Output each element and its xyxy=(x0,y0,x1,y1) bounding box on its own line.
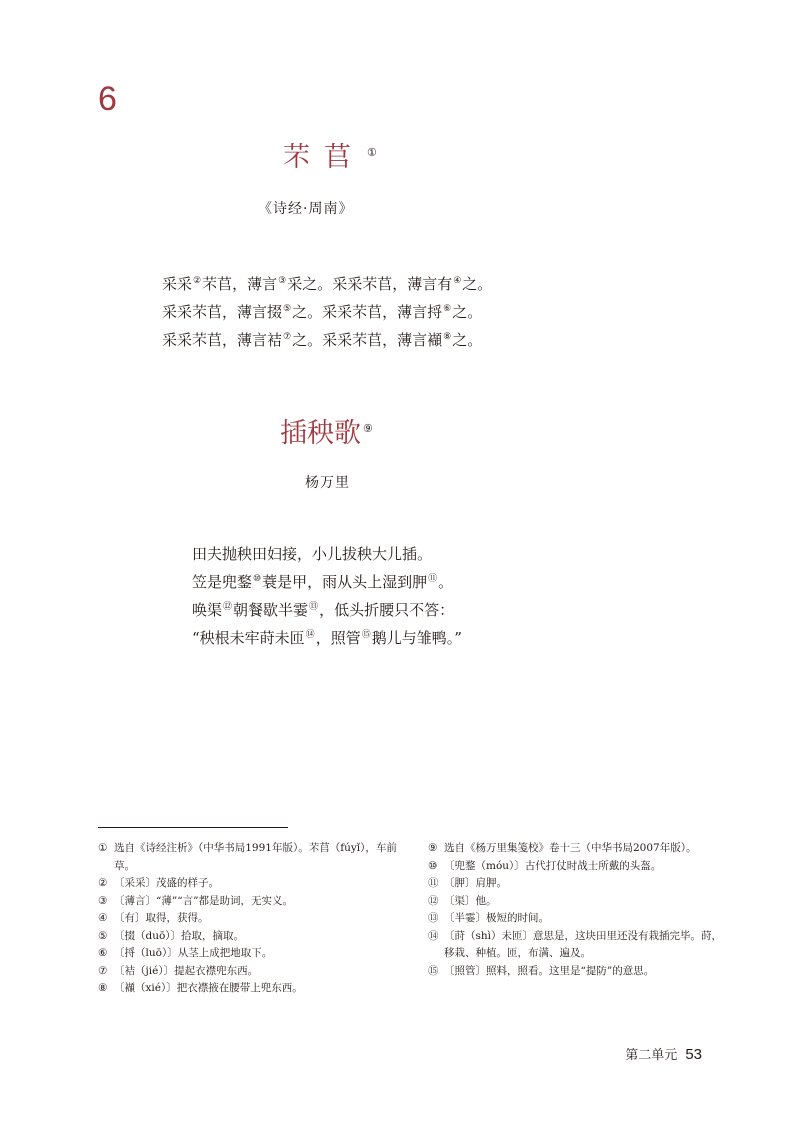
footnote-ref[interactable]: ⑥ xyxy=(443,304,452,314)
poem-text: ，低头折腰只不答： xyxy=(319,601,455,619)
poem1-title-text: 芣苢 xyxy=(283,142,365,173)
footnote-text: 〔照管〕照料，照看。这里是“提防”的意思。 xyxy=(444,964,655,977)
footnote-ref[interactable]: ⑫ xyxy=(223,602,233,612)
lesson-number: 6 xyxy=(98,80,117,118)
footnote-text: 〔兜鍪（móu）〕古代打仗时战士所戴的头盔。 xyxy=(444,859,662,872)
footnote-ref[interactable]: ⑤ xyxy=(283,304,292,314)
unit-label: 第二单元 xyxy=(625,1048,678,1063)
footnote-text: 〔采采〕茂盛的样子。 xyxy=(114,877,219,889)
footnote-text: 〔襭（xié）〕把衣襟掖在腰带上兜东西。 xyxy=(114,982,303,994)
footnote-ref[interactable]: ⑮ xyxy=(361,630,371,640)
footnote-number: ⑥ xyxy=(98,947,108,959)
footnote-number: ② xyxy=(98,877,108,889)
poem2-title-footnote-ref[interactable]: ⑨ xyxy=(363,422,373,435)
footnote-number: ⑦ xyxy=(98,964,108,977)
footnotes-right-column xyxy=(428,840,728,980)
footnote-item xyxy=(428,963,728,981)
footnote-item xyxy=(428,858,728,876)
poem-line xyxy=(162,269,492,297)
footnote-number: ① xyxy=(98,842,108,854)
footnote-number: ⑩ xyxy=(428,859,438,872)
footnote-text: 〔薄言〕“薄”“言”都是助词，无实义。 xyxy=(114,894,293,907)
footnote-number: ⑫ xyxy=(428,894,439,907)
poem-text: 之。采采芣苢，薄言襭 xyxy=(292,331,443,349)
footnote-number: ⑮ xyxy=(428,964,439,977)
footnote-number: ④ xyxy=(98,912,108,924)
poem-line xyxy=(192,542,462,567)
poem-text: 笠是兜鍪 xyxy=(192,573,253,591)
footnote-ref[interactable]: ⑦ xyxy=(283,332,292,342)
poem-text: ，照管 xyxy=(315,629,361,647)
poem-line xyxy=(162,325,492,353)
poem-text: 之。 xyxy=(452,331,483,349)
poem1-title-footnote-ref[interactable]: ① xyxy=(367,146,391,159)
footnote-item xyxy=(98,840,398,875)
poem2-body xyxy=(192,542,462,651)
poem-text: 之。 xyxy=(462,275,493,293)
poem1-body xyxy=(162,269,492,353)
page-footer xyxy=(625,1044,702,1063)
footnote-ref[interactable]: ② xyxy=(193,276,202,286)
poem-text: 鹅儿与雏鸭。” xyxy=(371,629,462,647)
poem1-title xyxy=(283,142,391,174)
poem-text: 采之。采采芣苢，薄言有 xyxy=(287,275,453,293)
footnote-item xyxy=(428,928,728,963)
footnote-item xyxy=(98,893,398,911)
footnote-item xyxy=(98,928,398,946)
footnote-text: 〔胛〕肩胛。 xyxy=(444,877,507,889)
footnote-number: ⑭ xyxy=(428,929,439,942)
poem2-title xyxy=(280,418,373,450)
footnote-ref[interactable]: ⑭ xyxy=(305,630,315,640)
footnote-text: 〔掇（duō）〕拾取，摘取。 xyxy=(114,929,245,942)
footnote-text: 〔渠〕他。 xyxy=(444,894,497,907)
poem-text: 朝餐歇半霎 xyxy=(233,601,309,619)
footnote-number: ③ xyxy=(98,894,108,907)
poem-text: 。 xyxy=(438,573,454,591)
footnote-item xyxy=(98,963,398,981)
footnote-text: 〔袺（jié）〕提起衣襟兜东西。 xyxy=(114,964,259,977)
poem-text: 芣苢，薄言 xyxy=(202,275,278,293)
footnote-number: ⑬ xyxy=(428,912,439,924)
footnote-text: 〔有〕取得，获得。 xyxy=(114,912,209,924)
footnote-item xyxy=(428,893,728,911)
footnote-ref[interactable]: ③ xyxy=(278,276,287,286)
footnote-ref[interactable]: ⑬ xyxy=(309,602,319,612)
footnote-number: ⑤ xyxy=(98,929,108,942)
footnote-ref[interactable]: ⑧ xyxy=(443,332,452,342)
poem-text: 唤渠 xyxy=(192,601,223,619)
footnote-item xyxy=(428,910,728,928)
footnote-text: 选自《杨万里集笺校》卷十三（中华书局2007年版）。 xyxy=(444,842,697,854)
footnote-item xyxy=(428,875,728,893)
poem-text: 蓑是甲，雨从头上湿到胛 xyxy=(262,573,428,591)
poem1-source: 《诗经·周南》 xyxy=(258,201,354,217)
footnote-ref[interactable]: ⑪ xyxy=(428,574,438,584)
poem-text: 田夫抛秧田妇接，小儿拔秧大儿插。 xyxy=(192,545,433,563)
footnote-item xyxy=(98,910,398,928)
footnote-divider xyxy=(98,827,288,828)
footnote-item xyxy=(98,945,398,963)
footnote-text: 〔捋（luō）〕从茎上成把地取下。 xyxy=(114,947,273,959)
poem2-title-text: 插秧歌 xyxy=(280,418,361,449)
footnote-number: ⑪ xyxy=(428,877,439,889)
poem-line xyxy=(192,623,462,651)
footnote-text: 〔半霎〕极短的时间。 xyxy=(444,912,549,924)
footnote-number: ⑧ xyxy=(98,982,108,994)
poem-text: 采采芣苢，薄言袺 xyxy=(162,331,283,349)
poem-line xyxy=(162,297,492,325)
poem-line xyxy=(192,567,462,595)
poem2-author: 杨万里 xyxy=(305,475,350,491)
poem-text: 采采芣苢，薄言掇 xyxy=(162,303,283,321)
footnote-text: 选自《诗经注析》（中华书局1991年版）。芣苢（fúyǐ），车前草。 xyxy=(114,842,397,872)
poem-text: 之。 xyxy=(452,303,483,321)
page-number: 53 xyxy=(685,1046,702,1063)
poem-line xyxy=(192,595,462,623)
footnotes-left-column xyxy=(98,840,398,998)
footnote-item xyxy=(98,980,398,998)
poem-text: 采采 xyxy=(162,275,193,293)
poem-text: 之。采采芣苢，薄言捋 xyxy=(292,303,443,321)
footnote-item xyxy=(428,840,728,858)
footnote-ref[interactable]: ⑩ xyxy=(253,574,262,584)
footnote-text: 〔莳（shì）未匝〕意思是，这块田里还没有栽插完毕。莳，移栽、种植。匝，布满、遍及。 xyxy=(444,929,723,959)
footnote-item xyxy=(98,875,398,893)
poem-text: “秧根未牢莳未匝 xyxy=(192,629,305,647)
footnote-ref[interactable]: ④ xyxy=(453,276,462,286)
footnote-number: ⑨ xyxy=(428,842,438,854)
